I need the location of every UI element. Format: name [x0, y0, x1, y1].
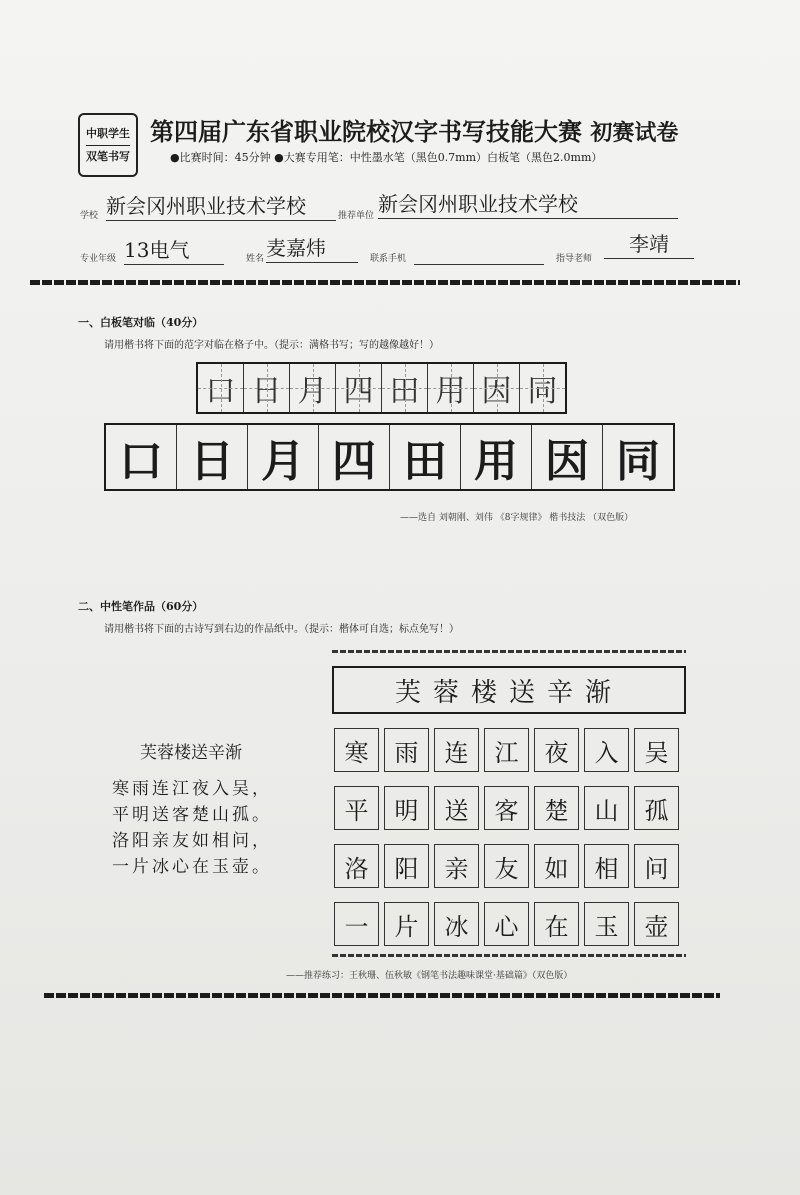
contest-logo — [78, 113, 138, 177]
model-cell: 田 — [390, 425, 461, 489]
practice-cell: 因 — [474, 364, 520, 412]
poem-cell: 玉 — [584, 902, 629, 946]
unit-label: 推荐单位 — [338, 211, 375, 221]
poem-paper-title: 芙蓉楼送辛渐 — [332, 666, 686, 714]
major-value: 13电气 — [124, 236, 224, 265]
poem-cell: 相 — [584, 844, 629, 888]
practice-cell: 用 — [428, 364, 474, 412]
model-cell: 四 — [319, 425, 390, 489]
poem-cell: 冰 — [434, 902, 479, 946]
poem-source-line-4: 一片冰心在玉壶。 — [112, 857, 272, 877]
section2-title: 二、中性笔作品（60分） — [78, 600, 204, 613]
poem-grid-row-1 — [334, 728, 684, 772]
exam-title-suffix: 初赛试卷 — [590, 121, 679, 146]
model-cell: 月 — [248, 425, 319, 489]
poem-paper-top-border — [332, 650, 686, 653]
poem-cell: 夜 — [534, 728, 579, 772]
phone-value — [414, 236, 544, 265]
poem-cell: 心 — [484, 902, 529, 946]
exam-title — [150, 112, 710, 147]
poem-cell: 如 — [534, 844, 579, 888]
section2-instruction: 请用楷书将下面的古诗写到右边的作品纸中。（提示：楷体可自选；标点免写！） — [104, 624, 459, 635]
practice-cell: 同 — [520, 364, 565, 412]
exam-title-main: 第四届广东省职业院校汉字书写技能大赛 — [150, 118, 582, 146]
poem-source-line-3: 洛阳亲友如相问， — [112, 831, 272, 851]
poem-paper-bottom-border — [332, 954, 686, 957]
poem-source-line-1: 寒雨连江夜入吴， — [112, 779, 272, 799]
poem-cell: 洛 — [334, 844, 379, 888]
poem-cell: 片 — [384, 902, 429, 946]
section1-title: 一、白板笔对临（40分） — [78, 316, 204, 329]
name-value: 麦嘉炜 — [266, 234, 358, 263]
poem-cell: 入 — [584, 728, 629, 772]
model-cell: 用 — [461, 425, 532, 489]
poem-grid-row-4 — [334, 902, 684, 946]
teacher-label: 指导老师 — [556, 254, 593, 264]
logo-bottom-text: 双笔书写 — [86, 149, 130, 163]
poem-cell: 连 — [434, 728, 479, 772]
practice-cell: 日 — [244, 364, 290, 412]
phone-label: 联系手机 — [370, 254, 407, 264]
poem-cell: 友 — [484, 844, 529, 888]
header-divider — [30, 280, 740, 285]
practice-grid — [196, 362, 567, 414]
model-cell: 因 — [532, 425, 603, 489]
poem-cell: 亲 — [434, 844, 479, 888]
poem-cell: 客 — [484, 786, 529, 830]
section1-source: ——选自 刘朝刚、刘伟 《8字规律》 楷书技法 （双色版） — [400, 513, 634, 523]
poem-cell: 江 — [484, 728, 529, 772]
model-cell: 口 — [106, 425, 177, 489]
poem-cell: 雨 — [384, 728, 429, 772]
poem-cell: 问 — [634, 844, 679, 888]
poem-cell: 楚 — [534, 786, 579, 830]
poem-cell: 壶 — [634, 902, 679, 946]
school-value: 新会冈州职业技术学校 — [106, 192, 336, 221]
poem-source-line-2: 平明送客楚山孤。 — [112, 805, 272, 825]
poem-cell: 山 — [584, 786, 629, 830]
poem-cell: 一 — [334, 902, 379, 946]
poem-cell: 寒 — [334, 728, 379, 772]
practice-cell: 月 — [290, 364, 336, 412]
poem-cell: 吴 — [634, 728, 679, 772]
section1-instruction: 请用楷书将下面的范字对临在格子中。（提示：满格书写；写的越像越好！） — [104, 340, 439, 351]
major-label: 专业年级 — [80, 254, 117, 264]
model-grid — [104, 423, 675, 491]
school-label: 学校 — [80, 211, 99, 221]
unit-value: 新会冈州职业技术学校 — [378, 190, 678, 219]
name-label: 姓名 — [246, 254, 265, 264]
practice-cell: 四 — [336, 364, 382, 412]
section2-source: ——推荐练习：王秋珊、伍秋敏《钢笔书法趣味课堂·基础篇》（双色版） — [286, 971, 573, 981]
poem-cell: 平 — [334, 786, 379, 830]
poem-cell: 在 — [534, 902, 579, 946]
poem-cell: 明 — [384, 786, 429, 830]
exam-subtitle: ●比赛时间：45分钟 ●大赛专用笔：中性墨水笔（黑色0.7mm）白板笔（黑色2.0mm） — [170, 151, 603, 164]
poem-cell: 送 — [434, 786, 479, 830]
poem-cell: 阳 — [384, 844, 429, 888]
teacher-value: 李靖 — [604, 230, 694, 259]
poem-cell: 孤 — [634, 786, 679, 830]
footer-divider — [44, 993, 720, 998]
poem-source-title: 芙蓉楼送辛渐 — [140, 743, 242, 763]
model-cell: 日 — [177, 425, 248, 489]
logo-top-text: 中职学生 — [86, 126, 130, 140]
poem-grid-row-3 — [334, 844, 684, 888]
practice-cell: 口 — [198, 364, 244, 412]
practice-cell: 田 — [382, 364, 428, 412]
model-cell: 同 — [616, 436, 660, 487]
poem-grid-row-2 — [334, 786, 684, 830]
